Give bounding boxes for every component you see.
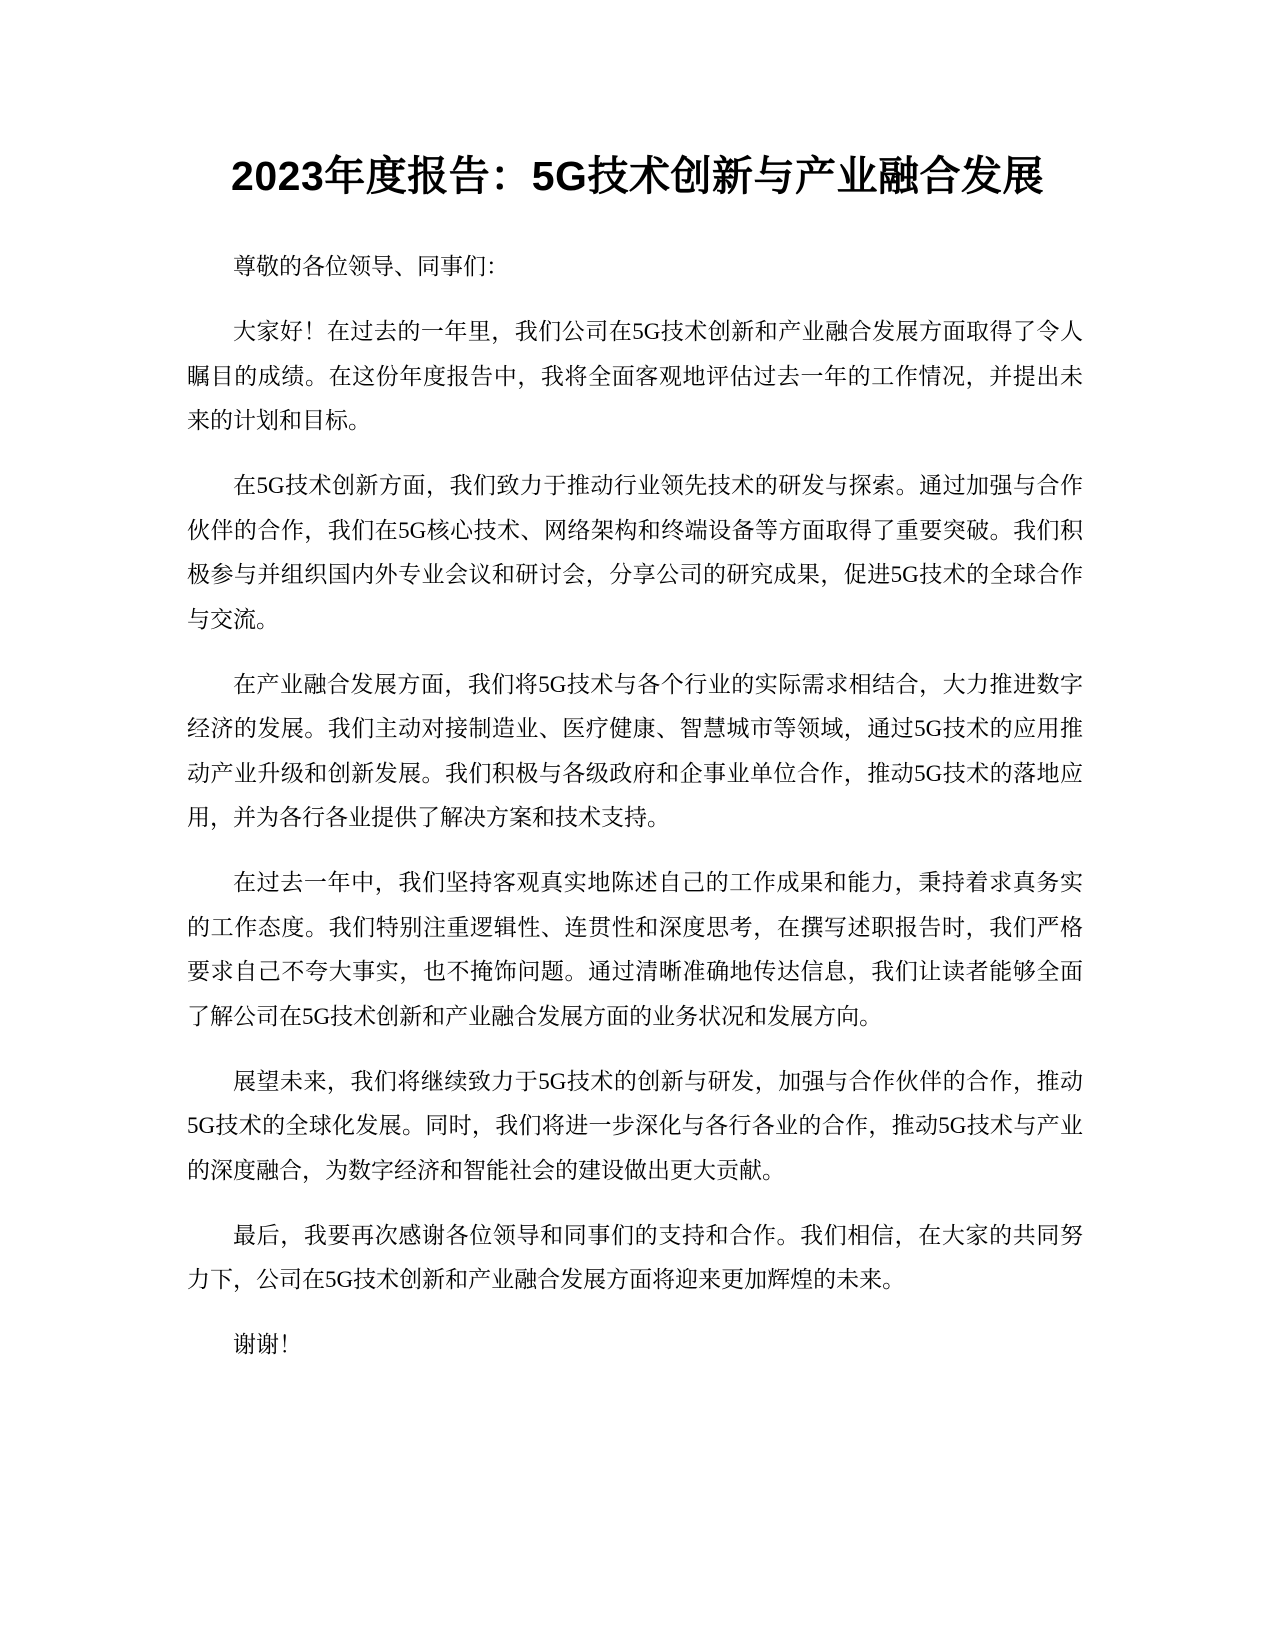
paragraph-work-attitude: 在过去一年中，我们坚持客观真实地陈述自己的工作成果和能力，秉持着求真务实的工作态度。我们特别注重逻辑性、连贯性和深度思考，在撰写述职报告时，我们严格要求自己不夸大事实，也不掩饰问题。通过清晰准确地传达信息，我们让读者能够全面了解公司在5G技术创新和产业融合发展方面的业务状况和发展方向。 <box>187 870 1083 1029</box>
paragraph-thanks: 最后，我要再次感谢各位领导和同事们的支持和合作。我们相信，在大家的共同努力下，公司在5G技术创新和产业融合发展方面将迎来更加辉煌的未来。 <box>187 1222 1083 1292</box>
paragraph-industry-integration: 在产业融合发展方面，我们将5G技术与各个行业的实际需求相结合，大力推进数字经济的发展。我们主动对接制造业、医疗健康、智慧城市等领域，通过5G技术的应用推动产业升级和创新发展。我们积极与各级政府和企事业单位合作，推动5G技术的落地应用，并为各行各业提供了解决方案和技术支持。 <box>187 671 1083 830</box>
salutation: 尊敬的各位领导、同事们： <box>233 254 509 279</box>
document-body <box>187 245 1083 1388</box>
paragraph-intro: 大家好！在过去的一年里，我们公司在5G技术创新和产业融合发展方面取得了令人瞩目的成绩。在这份年度报告中，我将全面客观地评估过去一年的工作情况，并提出未来的计划和目标。 <box>187 319 1083 433</box>
document-title: 2023年度报告：5G技术创新与产业融合发展 <box>231 153 1044 199</box>
paragraph-tech-innovation: 在5G技术创新方面，我们致力于推动行业领先技术的研发与探索。通过加强与合作伙伴的合作，我们在5G核心技术、网络架构和终端设备等方面取得了重要突破。我们积极参与并组织国内外专业会议和研讨会，分享公司的研究成果，促进5G技术的全球合作与交流。 <box>187 473 1083 632</box>
closing: 谢谢！ <box>233 1332 302 1357</box>
paragraph-outlook: 展望未来，我们将继续致力于5G技术的创新与研发，加强与合作伙伴的合作，推动5G技术的全球化发展。同时，我们将进一步深化与各行各业的合作，推动5G技术与产业的深度融合，为数字经济和智能社会的建设做出更大贡献。 <box>187 1068 1083 1183</box>
